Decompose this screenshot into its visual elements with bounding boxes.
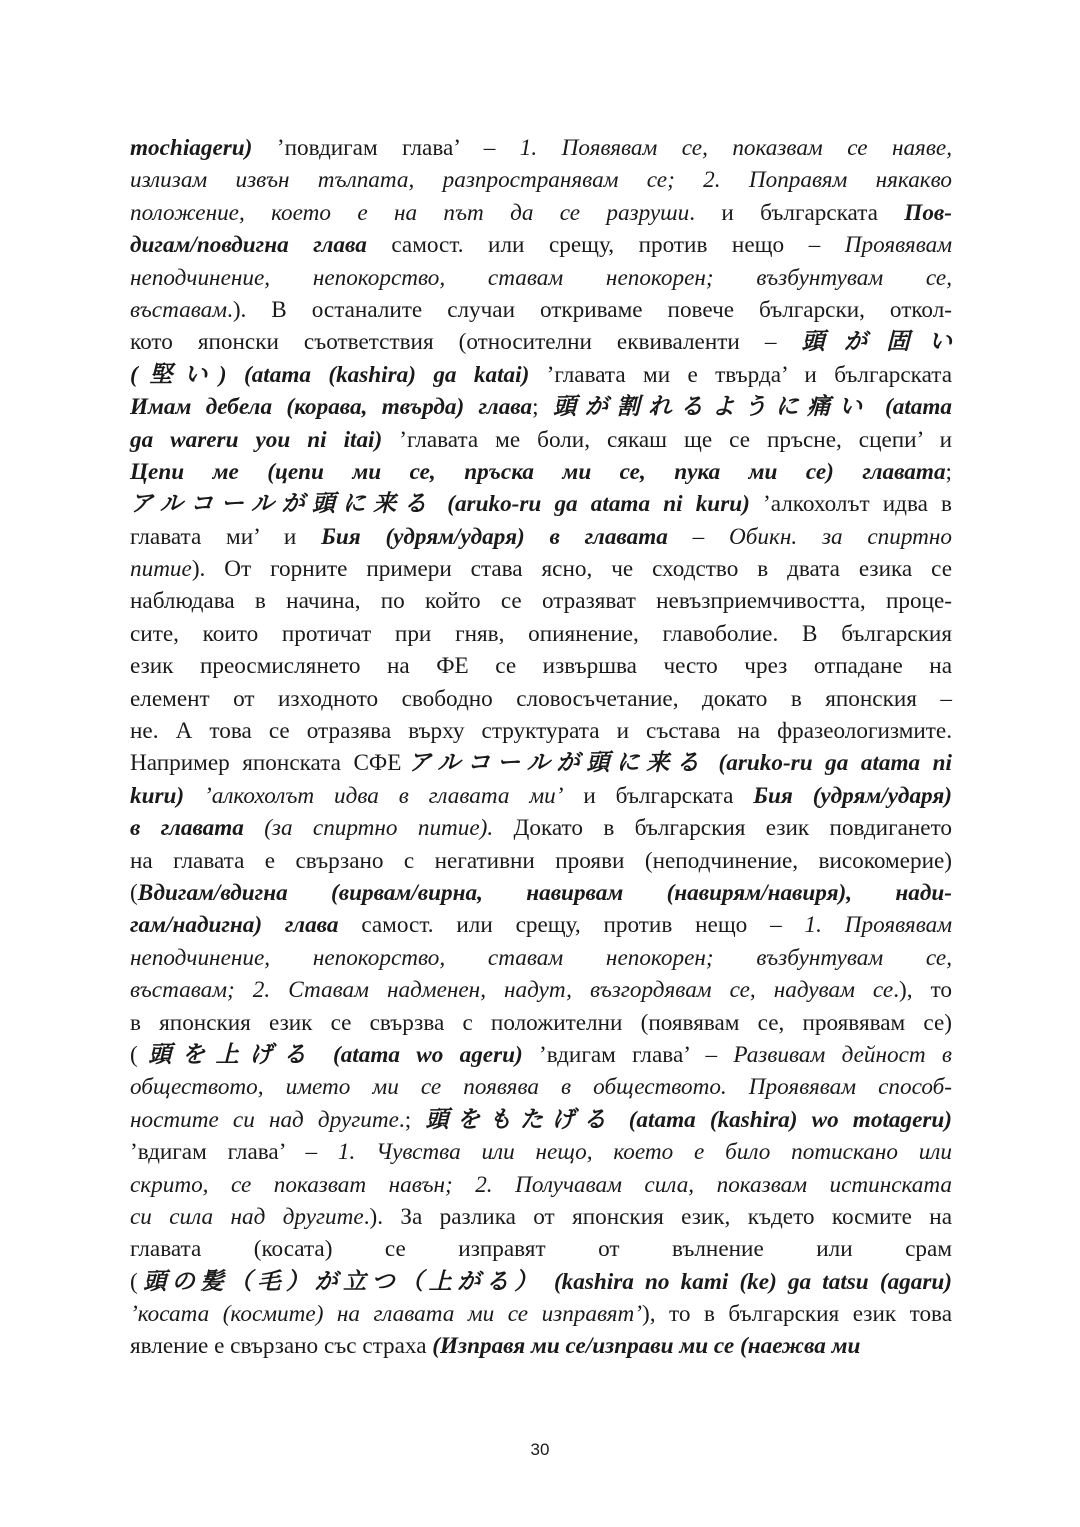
- text-line: [130, 747, 952, 779]
- text-line: [130, 197, 952, 229]
- text-run: неподчинение, непокорство, ставам непокорен; възбунтувам се,: [130, 264, 952, 291]
- text-line: [130, 650, 952, 682]
- text-run: (: [130, 1268, 138, 1295]
- text-run: си сила над другите: [130, 1203, 364, 1230]
- text-line: [130, 1298, 952, 1330]
- text-run: 頭を上げる: [137, 1040, 317, 1068]
- text-run: –: [667, 523, 730, 550]
- text-run: дигам/повдигна глава: [130, 232, 367, 259]
- text-run: .). За разлика от японския език, където космите на: [363, 1203, 952, 1230]
- text-run: ;: [945, 458, 952, 485]
- text-run: на главата е свързано с негативни прояви (неподчинение, високомерие): [130, 847, 952, 874]
- text-run: Докато в българския език повдигането: [493, 815, 953, 842]
- text-line: [130, 1330, 952, 1362]
- text-run: Развивам дейност в: [733, 1041, 952, 1068]
- text-run: kuru): [130, 782, 185, 809]
- text-line: [130, 1201, 952, 1233]
- page-number: 30: [530, 1440, 550, 1459]
- text-run: (aruko-ru ga atama ni: [706, 750, 952, 777]
- text-line: [130, 585, 952, 617]
- text-run: (aruko-ru ga atama ni kuru): [434, 491, 750, 518]
- text-run: 堅い: [137, 360, 219, 388]
- text-run: Пов-: [904, 199, 952, 226]
- text-line: [130, 1169, 952, 1201]
- text-run: и българската: [563, 782, 754, 809]
- text-run: ga wareru you ni itai): [130, 426, 383, 453]
- text-run: неподчинение, непокорство, ставам непокорен; възбунтувам се,: [130, 944, 952, 971]
- text-line: [130, 618, 952, 650]
- text-run: елемент от изходното свободно словосъчетание, докато в японския –: [130, 685, 952, 712]
- text-run: ;: [532, 394, 553, 421]
- text-line: [130, 359, 952, 391]
- text-run: Бия (удрям/ударя): [753, 782, 952, 809]
- text-line: [130, 488, 952, 520]
- text-line: [130, 715, 952, 747]
- text-line: [130, 1039, 952, 1071]
- text-line: [130, 845, 952, 877]
- text-run: (: [130, 361, 138, 388]
- text-run: Например японската СФЕ: [130, 750, 402, 777]
- text-line: [130, 1266, 952, 1298]
- text-run: アルコールが頭に来る: [401, 749, 706, 777]
- text-run: (kashira no kami (ke) ga tatsu (agaru): [542, 1268, 952, 1295]
- text-run: (atama wo ageru): [316, 1041, 523, 1068]
- text-run: Бия (удрям/ударя) в главата: [321, 523, 668, 550]
- text-line: [130, 1071, 952, 1103]
- text-run: ’главата ме боли, сякаш ще се пръсне, сцепи’ и: [382, 426, 952, 453]
- text-line: [130, 780, 952, 812]
- text-run: ), то в българския език това: [642, 1301, 952, 1328]
- text-run: mochiageru): [130, 135, 253, 161]
- text-run: самост. или срещу, против нещо –: [366, 232, 845, 259]
- text-run: アルコールが頭に来る: [130, 490, 435, 518]
- text-run: .). В останалите случаи откриваме повече български, откол-: [227, 296, 952, 323]
- text-run: ностите си над другите: [130, 1106, 399, 1133]
- text-run: сите, които протичат при гняв, опиянение, главоболие. В българския: [130, 620, 952, 647]
- text-run: ’повдигам глава’ –: [252, 135, 520, 161]
- text-run: самост. или срещу, против нещо –: [338, 912, 805, 939]
- text-line: [130, 683, 952, 715]
- text-run: ’вдигам глава’ –: [522, 1041, 734, 1068]
- text-line: [130, 326, 952, 358]
- text-run: (Изправя ми се/изправи ми се (наежва ми: [432, 1333, 861, 1360]
- text-run: в главата: [130, 815, 244, 842]
- text-run: обществото, името ми се появява в обществото. Проявявам способ-: [130, 1074, 952, 1101]
- text-run: Проявявам: [844, 232, 952, 259]
- text-line: [130, 391, 952, 423]
- text-line: [130, 1007, 952, 1039]
- text-run: ’вдигам глава’ –: [130, 1139, 338, 1166]
- text-run: ’главата ми е твърда’ и българската: [529, 361, 952, 388]
- text-run: положение, което е на път да се разруши: [130, 199, 690, 226]
- text-run: ) (atama (kashira) ga katai): [218, 361, 530, 388]
- text-run: питие: [130, 556, 192, 583]
- text-run: главата ми’ и: [130, 523, 322, 550]
- text-line: [130, 974, 952, 1006]
- text-line: [130, 456, 952, 488]
- text-run: наблюдава в начина, по който се отразяват невъзприемчивостта, проце-: [130, 588, 952, 615]
- text-run: . и българската: [689, 199, 905, 226]
- text-run: Цепи ме (цепи ми се, пръска ми се, пука ми се) главата: [130, 458, 946, 485]
- text-line: [130, 294, 952, 326]
- text-run: 1. Появявам се, показвам се наяве,: [519, 135, 952, 161]
- text-run: кото японски съответствия (относителни еквиваленти –: [130, 329, 802, 356]
- text-run: (: [130, 1041, 138, 1068]
- text-run: език преосмислянето на ФЕ се извършва често чрез отпадане на: [130, 653, 952, 680]
- text-run: .), то: [893, 977, 952, 1004]
- text-run: 頭が割れるように痛い: [552, 393, 871, 421]
- text-line: [130, 424, 952, 456]
- text-run: (atama: [870, 394, 953, 421]
- text-run: ). От горните примери става ясно, че сходство в двата езика се: [191, 556, 952, 583]
- text-line: [130, 164, 952, 196]
- text-run: 頭をもたげる: [425, 1105, 615, 1133]
- text-run: ’алкохолът идва в главата ми’: [184, 782, 564, 809]
- text-run: явление е свързано със страха: [130, 1333, 433, 1360]
- text-run: въставам; 2. Ставам надменен, надут, възгордявам се, надувам се: [130, 977, 894, 1004]
- document-body: [130, 132, 952, 1363]
- text-run: скрито, се показват навън; 2. Получавам сила, показвам истинската: [130, 1171, 952, 1198]
- text-line: [130, 521, 952, 553]
- text-run: Обикн. за спиртно: [729, 523, 952, 550]
- text-run: главата (косата) се изправят от вълнение или срам: [130, 1236, 952, 1263]
- text-run: Вдигам/вдигна (вирвам/вирна, навирвам (навирям/навиря), нади-: [137, 879, 952, 906]
- text-run: (за спиртно питие).: [243, 815, 494, 842]
- text-line: [130, 942, 952, 974]
- text-line: [130, 229, 952, 261]
- text-line: [130, 812, 952, 844]
- text-run: 頭が固い: [801, 328, 952, 356]
- text-run: въставам: [130, 296, 228, 323]
- text-line: [130, 909, 952, 941]
- text-run: .;: [398, 1106, 426, 1133]
- text-run: 1. Проявявам: [804, 912, 953, 939]
- text-line: [130, 553, 952, 585]
- text-line: [130, 877, 952, 909]
- text-run: (atama (kashira) wo motageru): [614, 1106, 953, 1133]
- text-run: ’алкохолът идва в: [749, 491, 952, 518]
- text-run: гам/надигна) глава: [130, 912, 339, 939]
- text-run: (: [130, 879, 138, 906]
- text-line: [130, 1136, 952, 1168]
- text-run: ’косата (космите) на главата ми се изправят’: [130, 1301, 642, 1328]
- text-line: [130, 1233, 952, 1265]
- text-run: не. А това се отразява върху структурата и състава на фразеологизмите.: [130, 718, 952, 745]
- text-run: Имам дебела (корава, твърда) глава: [130, 394, 533, 421]
- text-run: 1. Чувства или нещо, което е било потискано или: [337, 1139, 953, 1166]
- text-line: [130, 132, 952, 164]
- text-run: в японския език се свързва с положителни (появявам се, проявявам се): [130, 1009, 952, 1036]
- text-run: излизам извън тълпата, разпространявам се; 2. Поправям някакво: [130, 167, 952, 194]
- text-line: [130, 262, 952, 294]
- text-line: [130, 1104, 952, 1136]
- text-run: 頭の髪（毛）が立つ（上がる）: [137, 1267, 543, 1295]
